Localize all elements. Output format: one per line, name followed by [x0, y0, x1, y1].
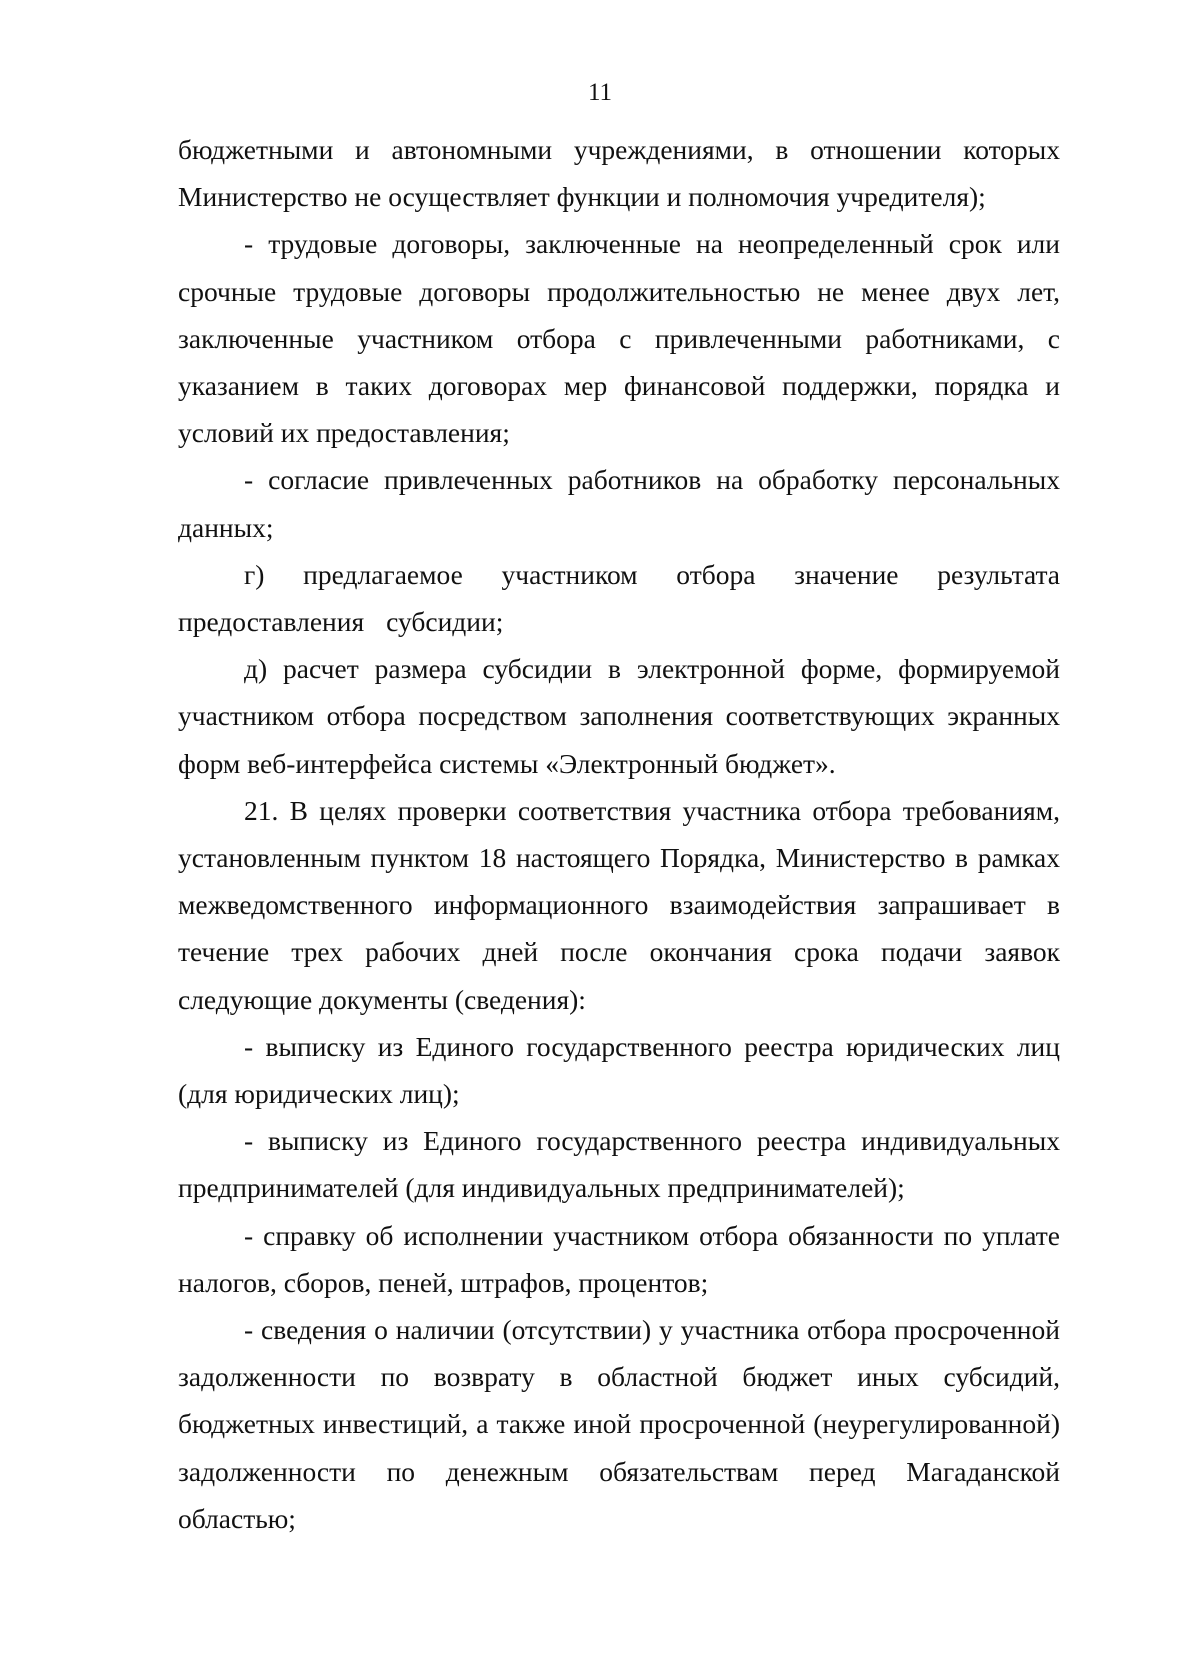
- paragraph-labor-contracts: - трудовые договоры, заключенные на неопределенный срок или срочные трудовые договоры продолжительностью не менее двух лет, заключенные участником отбора с привлеченными работниками, с указанием в таких договорах мер финансовой поддержки, порядка и условий их предоставления;: [178, 228, 1060, 449]
- paragraph-item-g: г) предлагаемое участником отбора значение результата предоставления субсидии;: [178, 558, 1060, 638]
- paragraph-consent: - согласие привлеченных работников на обработку персональных данных;: [178, 464, 1060, 543]
- paragraph-continuation: бюджетными и автономными учреждениями, в отношении которых Министерство не осуществляет функции и полномочия учредителя);: [178, 134, 1060, 213]
- page-number: 11: [587, 79, 613, 106]
- paragraph-overdue-debt: - сведения о наличии (отсутствии) у участника отбора просроченной задолженности по возврату в областной бюджет иных субсидий, бюджетных инвестиций, а также иной просроченной (неурегулированной) задолженности по денежным обязательствам перед Магаданской областью;: [178, 1314, 1060, 1534]
- body-text: [178, 126, 1060, 1542]
- paragraph-egrul: - выписку из Единого государственного реестра юридических лиц (для юридических лиц);: [178, 1030, 1060, 1110]
- paragraph-21: 21. В целях проверки соответствия участника отбора требованиям, установленным пунктом 18 настоящего Порядка, Министерство в рамках межведомственного информационного взаимодействия запрашивает в течение трех рабочих дней после окончания срока подачи заявок следующие документы (сведения):: [178, 794, 1060, 1015]
- paragraph-egrip: - выписку из Единого государственного реестра индивидуальных предпринимателей (для индивидуальных предпринимателей);: [178, 1125, 1060, 1204]
- paragraph-item-d: д) расчет размера субсидии в электронной форме, формируемой участником отбора посредством заполнения соответствующих экранных форм веб-интерфейса системы «Электронный бюджет».: [178, 653, 1060, 779]
- paragraph-tax-certificate: - справку об исполнении участником отбора обязанности по уплате налогов, сборов, пеней, штрафов, процентов;: [178, 1219, 1060, 1298]
